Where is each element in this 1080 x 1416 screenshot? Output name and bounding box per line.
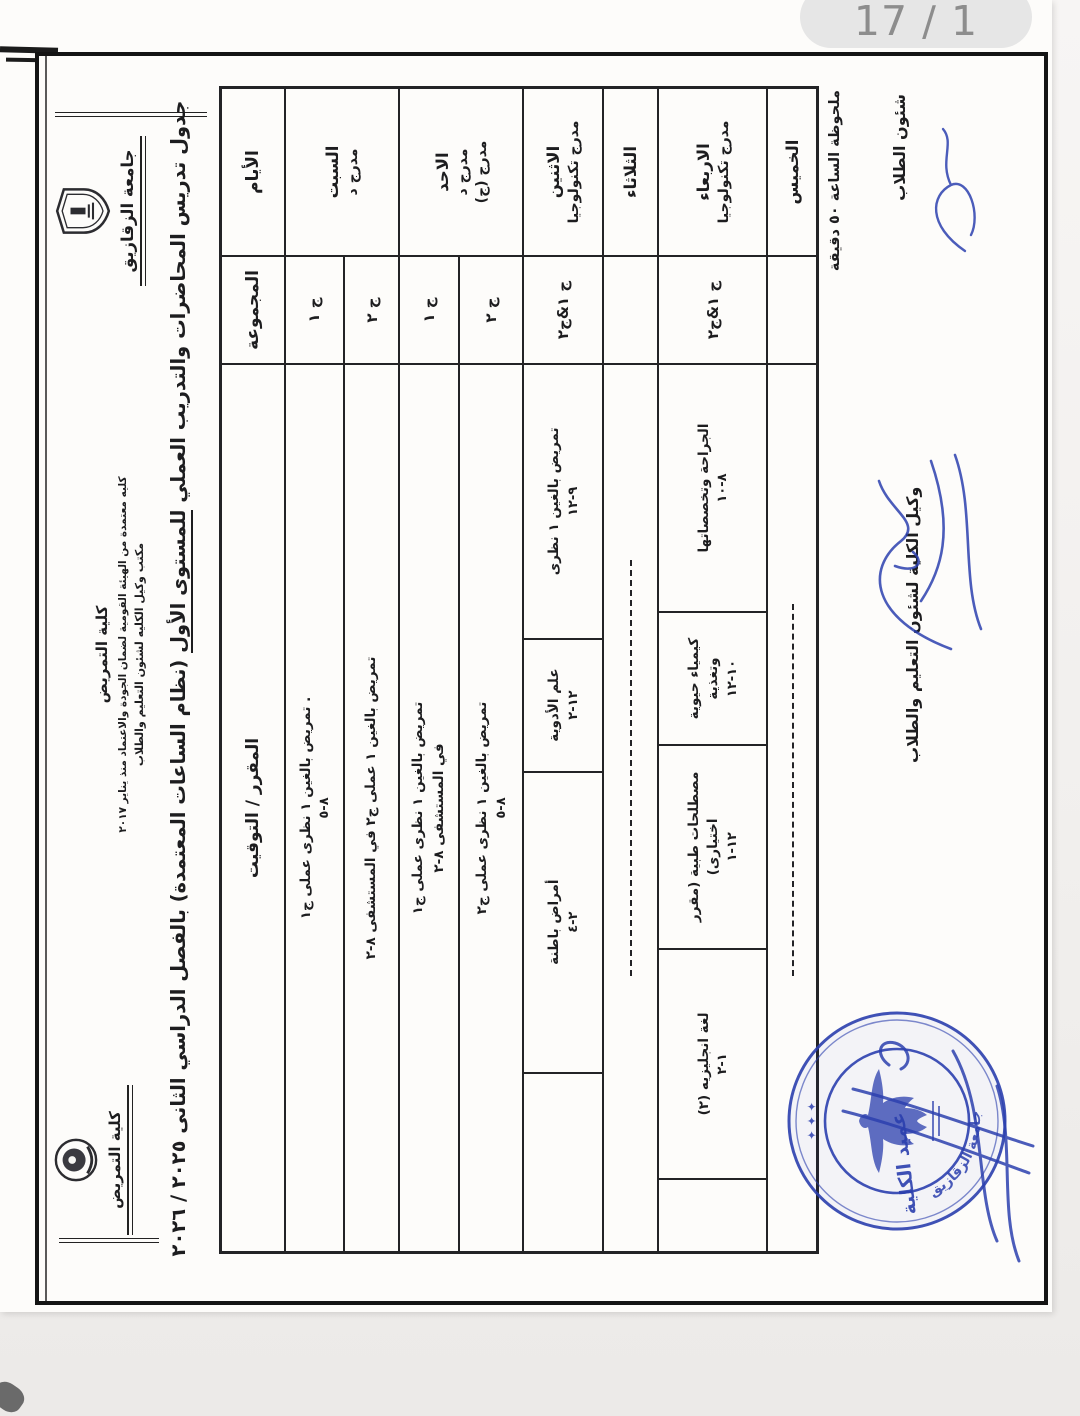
day-name: الثلاثاء [620,146,640,198]
course-text: تمريض بالغين ١ نظرى عملى ج٢ [474,701,491,915]
group-cell: ج ١ [286,257,344,365]
vice-dean-label: وكيل الكلية لشئون التعليم والطلاب [903,486,922,763]
table-row-saturday [284,89,398,1251]
course-text: علم الأدوية [546,668,563,742]
table-header-row [222,89,284,1251]
group-cell-empty [604,257,657,365]
day-name: الاربعاء [693,143,713,201]
college-center-block [93,345,146,965]
student-affairs-signature [919,122,1008,257]
cell-saturday-g1-course [286,365,344,1251]
stamp-ring-text: جامعة الزقازيق [926,1110,985,1200]
day-name: الاثنين [544,145,564,199]
schedule-title [167,70,190,1287]
cell-monday-course1 [524,365,602,640]
sunday-group2-row [458,257,523,1251]
table-row-sunday [398,89,522,1251]
divider [59,1238,159,1243]
course-time: ١٢-١ [724,832,740,862]
day-cell-monday [524,89,602,257]
dean-signature [829,1001,1043,1301]
college-logo-icon [84,1137,103,1183]
document-content [39,56,1044,1301]
course-text: أمراض باطنة [546,879,563,965]
col-header-group: المجموعة [222,257,284,365]
day-name: الاحد [432,152,452,192]
college-name-left: كلية التمريض [106,1111,124,1209]
course-text: تمريض بالغين ١ عملى ج٢ في المستشفى ٨-٢ [363,656,380,960]
saturday-group2-row [343,257,398,1251]
tuesday-row [604,257,657,1251]
college-left-block [53,1085,133,1235]
title-part1: جدول تدريس المحاضرات والتدريب العملي [167,100,190,510]
table-row-monday [522,89,602,1251]
student-affairs-label: شئون الطلاب [890,94,909,201]
group-cell: ج ١ [400,257,458,365]
sunday-group1-row [400,257,458,1251]
accreditation-line: كليه معتمدة من الهيئة القومية لضمان الجودة والاعتماد منذ يناير ٢٠١٧ [117,476,129,833]
table-row-wednesday [657,89,766,1251]
title-underlined: للمستوى الأول [167,510,193,653]
university-block [55,126,146,296]
course-text: تمريض بالغين ١ نظرى عملى ج١ [410,701,427,915]
group-cell-empty [768,257,816,365]
course-text: كيمياء حيوية وتغذية [686,637,722,720]
cell-wednesday-course1 [659,365,766,613]
stamp-ornament: ✦ ✦ ✦ [805,1101,819,1141]
col-header-course: المقرر / التوقيت [242,737,263,879]
cell-monday-course3 [524,773,602,1074]
course-time: ١٢-٢ [566,690,582,720]
cell-monday-empty [524,1074,602,1251]
course-text: في المستشفى ٨-٢ [431,743,447,873]
course-text: الجراحة وتخصصاتها [695,423,712,553]
day-cell-sunday [400,89,522,257]
cell-saturday-g2-course [345,365,398,1251]
empty-dashed-line [792,604,794,976]
hall-name: مدرج د [344,148,361,196]
hall-name: مدرج (ج) [473,140,490,204]
col-header-days: الأيام [222,89,284,257]
scan-artifact [0,1377,29,1416]
college-name: كلية التمريض [93,605,111,704]
course-text: . تمريض بالغين ١ نظرى عملى ج١ [297,696,314,920]
day-cell-tuesday [604,89,657,257]
cell-wednesday-course4 [659,950,766,1180]
title-part2: (نظام الساعات المعتمدة) بالفصل الدراسي الثانى ٢٠٢٥ / ٢٠٢٦ [167,652,190,1257]
cell-wednesday-course3 [659,746,766,950]
group-cell: ج ١&ج٢ [524,257,602,365]
course-time: ٢-٤ [566,911,582,933]
hall-name: مدرج تكنولوجيا [566,120,583,224]
course-text: تمريض بالغين ١ نظرى [546,427,563,576]
day-name: الخميس [782,139,802,205]
day-cell-saturday [286,89,398,257]
course-time: ٩-١٢ [566,486,582,516]
course-time: ١٠-١٢ [724,659,740,698]
day-name: السبت [322,145,342,199]
course-time: ٨-٥ [494,797,510,819]
group-cell: ج ٢ [460,257,523,365]
wednesday-groups-row [659,257,766,1251]
hall-name: مدرج تكنولوجيا [715,120,732,224]
page-indicator: 17 / 1 [800,0,1032,48]
cell-sunday-g2-course [460,365,523,1251]
day-cell-wednesday [659,89,766,257]
divider [127,1085,133,1235]
duration-note: ملحوظة الساعة ٥٠ دقيقة [827,90,843,272]
dean-stamp-text: عميد الكلية [886,1111,922,1216]
saturday-group1-row [286,257,344,1251]
cell-wednesday-course2 [659,613,766,746]
timetable [219,86,819,1254]
cell-wednesday-empty [659,1180,766,1251]
course-time: ٨-١٠ [715,473,731,503]
empty-dashed-line [630,560,632,976]
course-text: مصطلحات طبية (مقرر اختيارى) [686,771,722,923]
monday-groups-row [524,257,602,1251]
document-frame [35,52,1048,1305]
course-time: ١-٢ [715,1053,731,1075]
cell-sunday-g1-course [400,365,458,1251]
course-time: ٨-٥ [317,797,333,819]
university-name: جامعة الزقازيق [118,149,137,273]
group-cell: ج ٢ [345,257,398,365]
table-row-tuesday [602,89,657,1251]
office-line: مكتب وكيل الكليه لشئون التعليم والطلاب [133,542,146,767]
vice-dean-signature [859,446,1018,661]
day-cell-thursday [768,89,816,257]
university-logo-icon [96,186,115,236]
cell-monday-course2 [524,640,602,773]
divider [140,136,146,286]
group-cell: ج ١&ج٢ [659,257,766,365]
course-text: لغة انجليزيه (٢) [695,1012,712,1116]
hall-name: مدرج د [454,148,471,196]
